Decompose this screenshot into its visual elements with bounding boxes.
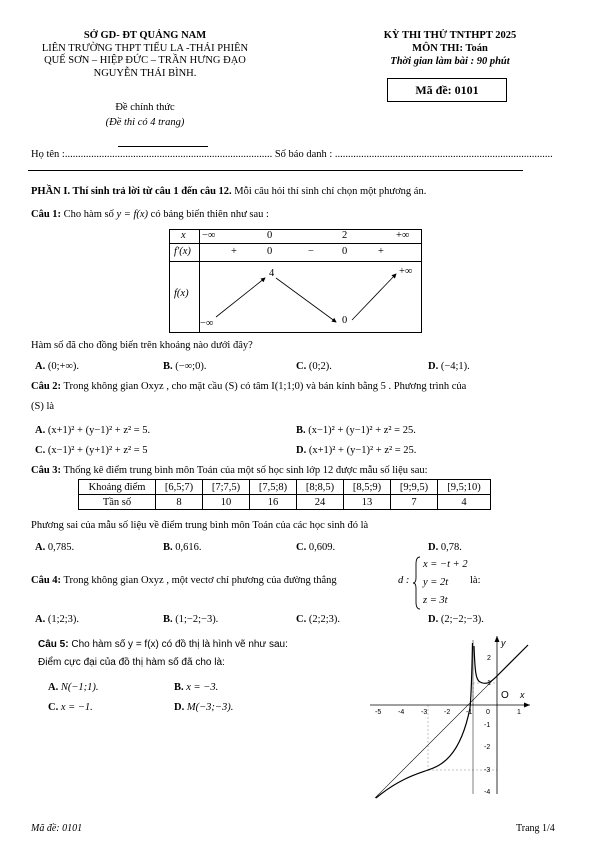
q4-option-a-letter: A. <box>35 614 46 625</box>
q2-option-c-text: (x−1)² + (y+1)² + z² = 5 <box>47 445 148 456</box>
vt-x-neg-inf: −∞ <box>202 230 216 241</box>
q4-d-label: d : <box>398 575 410 586</box>
q5-option-c[interactable] <box>48 702 93 713</box>
pages-note: (Đề thi có 4 trang) <box>105 117 185 128</box>
q1-option-c-letter: C. <box>296 361 307 372</box>
q3-head-0: Khoảng điểm <box>79 480 156 495</box>
q3-count-row <box>79 495 491 510</box>
q2-option-a-text: (x+1)² + (y−1)² + z² = 5. <box>47 425 151 436</box>
q3-header-row <box>79 480 491 495</box>
q4-text: Trong không gian Oxyz , một vectơ chỉ phương của đường thẳng <box>61 575 337 586</box>
q5-option-c-letter: C. <box>48 702 59 713</box>
q3-head-1: [6,5;7) <box>156 480 203 495</box>
q4-option-b-letter: B. <box>163 614 173 625</box>
variation-table <box>169 229 422 333</box>
q3-head-5: [8,5;9) <box>344 480 391 495</box>
q3-stem <box>31 465 428 476</box>
vt-fprime-4: 0 <box>342 246 348 257</box>
vt-f-4: 4 <box>269 268 275 279</box>
q3-count-3: 16 <box>250 495 297 510</box>
q4-option-c-text: (2;2;3). <box>308 614 341 625</box>
vt-arrows <box>170 230 421 332</box>
q3-head-6: [9;9,5) <box>391 480 438 495</box>
q4-option-a[interactable] <box>35 614 79 625</box>
q2-line1: Trong không gian Oxyz , cho mặt cầu (S) có tâm I(1;1;0) và bán kính bằng 5 . Phương trình của <box>61 381 467 392</box>
q3-option-a-letter: A. <box>35 542 46 553</box>
vt-fprime-1: + <box>231 246 237 257</box>
q5-origin-label: O <box>501 690 509 701</box>
q5-y-label: y <box>501 638 506 648</box>
vt-f-label: f(x) <box>174 288 189 299</box>
vt-fprime-2: 0 <box>267 246 273 257</box>
q4-option-a-text: (1;2;3). <box>47 614 80 625</box>
id-label: Số báo danh : <box>274 149 333 160</box>
q5-graph <box>360 628 540 800</box>
q3-option-b-text: 0,616. <box>175 542 202 553</box>
vt-fprime-3: − <box>308 246 314 257</box>
header-divider <box>118 146 208 147</box>
q1-option-c[interactable] <box>296 361 332 372</box>
q2-label: Câu 2: <box>31 381 62 392</box>
name-dots: ............................................................................... <box>64 149 273 160</box>
q5-option-d-letter: D. <box>174 702 185 713</box>
q1-label: Câu 1: <box>31 209 62 220</box>
header-line-4: NGUYỄN THÁI BÌNH. <box>93 67 197 79</box>
vt-fprime-5: + <box>378 246 384 257</box>
q3-option-a[interactable] <box>35 542 74 553</box>
q2-option-d-text: (x+1)² + (y−1)² + z² = 25. <box>308 445 417 456</box>
id-dots: ................................................................................... <box>334 149 553 160</box>
q4-option-d-text: (2;−2;−3). <box>440 614 484 625</box>
q5-xtick-0: 0 <box>486 709 490 716</box>
q5-y-arrow <box>495 636 500 642</box>
q3-count-6: 7 <box>391 495 438 510</box>
q3-frequency-table <box>78 479 491 510</box>
q5-option-a-text: N(−1;1). <box>60 682 99 693</box>
official-label: Đề chính thức <box>115 102 175 113</box>
q5-x-arrow <box>524 703 530 708</box>
q2-option-c-letter: C. <box>35 445 46 456</box>
q4-stem <box>31 575 337 586</box>
q3-head-4: [8;8,5) <box>297 480 344 495</box>
q2-option-a-letter: A. <box>35 425 46 436</box>
q1-option-d-letter: D. <box>428 361 439 372</box>
q4-label: Câu 4: <box>31 575 62 586</box>
q5-xtick-m5: -5 <box>375 709 382 716</box>
q1-option-a-letter: A. <box>35 361 46 372</box>
q3-option-d-letter: D. <box>428 542 439 553</box>
q5-option-d[interactable] <box>174 702 233 713</box>
q2-option-b[interactable] <box>296 425 416 436</box>
q3-row-label: Tần số <box>79 495 156 510</box>
q5-ytick-m4: -4 <box>484 789 491 796</box>
q5-text: Cho hàm số y = f(x) có đồ thị là hình vẽ như sau: <box>68 639 288 650</box>
q5-ytick-m3: -3 <box>484 767 491 774</box>
q4-eq-2: y = 2t <box>423 577 449 588</box>
q5-xtick-m3: -3 <box>421 709 428 716</box>
q3-label: Câu 3: <box>31 465 62 476</box>
part1-title: PHẦN I. Thí sinh trả lời từ câu 1 đến câu 12. <box>31 186 232 197</box>
q5-curve-left <box>376 643 473 798</box>
vt-x-2: 2 <box>342 230 348 241</box>
part1-heading <box>31 186 426 197</box>
q5-question: Điểm cực đại của đồ thị hàm số đã cho là: <box>38 657 225 668</box>
q2-line2: (S) là <box>31 401 55 412</box>
q4-option-b[interactable] <box>163 614 218 625</box>
q1-stem <box>31 209 269 220</box>
q5-option-a[interactable] <box>48 682 99 693</box>
q1-option-c-text: (0;2). <box>308 361 332 372</box>
q2-option-c[interactable] <box>35 445 148 456</box>
info-divider <box>28 170 523 171</box>
q5-ytick-1: 1 <box>487 680 491 687</box>
q2-option-d[interactable] <box>296 445 416 456</box>
q3-option-b[interactable] <box>163 542 202 553</box>
q3-option-a-text: 0,785. <box>47 542 75 553</box>
q1-option-a-text: (0;+∞). <box>47 361 80 372</box>
q5-x-label: x <box>520 690 525 700</box>
vt-arrow-up-2 <box>352 274 396 320</box>
q3-count-4: 24 <box>297 495 344 510</box>
q5-option-b-text: x = −3. <box>186 682 219 693</box>
exam-code-box: Mã đề: 0101 <box>387 78 507 102</box>
q2-option-a[interactable] <box>35 425 150 436</box>
q2-option-b-text: (x−1)² + (y−1)² + z² = 25. <box>308 425 416 436</box>
vt-fprime-label: f′(x) <box>174 246 191 257</box>
vt-f-0: 0 <box>342 315 348 326</box>
q2-option-b-letter: B. <box>296 425 306 436</box>
q3-head-7: [9,5;10) <box>438 480 491 495</box>
q3-question: Phương sai của mẫu số liệu về điểm trung bình môn Toán của các học sinh đó là <box>31 520 369 531</box>
student-info <box>31 149 553 160</box>
q5-xtick-1: 1 <box>517 709 521 716</box>
q2-option-d-letter: D. <box>296 445 307 456</box>
q5-xtick-m2: -2 <box>444 709 451 716</box>
q4-option-d[interactable] <box>428 614 484 625</box>
q4-option-d-letter: D. <box>428 614 439 625</box>
q5-option-a-letter: A. <box>48 682 59 693</box>
q5-ytick-2: 2 <box>487 655 491 662</box>
q3-text: Thống kê điểm trung bình môn Toán của một số học sinh lớp 12 được mẫu số liệu sau: <box>61 465 428 476</box>
q3-count-2: 10 <box>203 495 250 510</box>
q3-head-2: [7;7,5) <box>203 480 250 495</box>
vt-arrow-down <box>276 278 336 322</box>
q4-eq-3: z = 3t <box>423 595 448 606</box>
q4-option-b-text: (1;−2;−3). <box>175 614 219 625</box>
q1-option-b-letter: B. <box>163 361 173 372</box>
header-line-1: SỞ GD- ĐT QUẢNG NAM <box>83 30 207 41</box>
q3-option-c-letter: C. <box>296 542 307 553</box>
q5-curve-right <box>474 645 528 683</box>
q1-text-a: Cho hàm số <box>61 209 117 220</box>
q3-option-d-text: 0,78. <box>440 542 462 553</box>
subject: MÔN THI: Toán <box>412 43 488 54</box>
q3-count-1: 8 <box>156 495 203 510</box>
q3-option-c-text: 0,609. <box>308 542 336 553</box>
q1-question: Hàm số đã cho đồng biến trên khoảng nào dưới đây? <box>31 340 253 351</box>
q4-option-c[interactable] <box>296 614 340 625</box>
q2-stem <box>31 381 466 392</box>
header-line-2: LIÊN TRƯỜNG THPT TIỂU LA -THÁI PHIÊN <box>41 42 249 54</box>
q5-ytick-m1: -1 <box>484 722 491 729</box>
q5-option-d-text: M(−3;−3). <box>186 702 234 713</box>
q1-option-a[interactable] <box>35 361 79 372</box>
q4-brace <box>413 556 421 610</box>
q4-tail: là: <box>470 575 481 586</box>
q5-option-b[interactable] <box>174 682 218 693</box>
vt-f-neg-inf: −∞ <box>200 318 214 329</box>
name-label: Họ tên : <box>31 149 65 160</box>
vt-x-pos-inf: +∞ <box>396 230 410 241</box>
q5-ytick-m2: -2 <box>484 744 491 751</box>
q3-count-7: 4 <box>438 495 491 510</box>
q3-option-b-letter: B. <box>163 542 173 553</box>
q5-label: Câu 5: <box>38 639 69 650</box>
q4-eq-1: x = −t + 2 <box>423 559 468 570</box>
school-header <box>20 30 270 80</box>
exam-title: KỲ THI THỬ TNTHPT 2025 <box>383 30 517 41</box>
q4-option-c-letter: C. <box>296 614 307 625</box>
q5-option-b-letter: B. <box>174 682 184 693</box>
vt-f-pos-inf: +∞ <box>399 266 413 277</box>
vt-arrow-up-1 <box>216 278 265 317</box>
footer-page: Trang 1/4 <box>516 823 555 834</box>
q3-option-d[interactable] <box>428 542 462 553</box>
q3-head-3: [7,5;8) <box>250 480 297 495</box>
q1-option-b-text: (−∞;0). <box>175 361 207 372</box>
exam-time: Thời gian làm bài : 90 phút <box>390 56 510 67</box>
q5-option-c-text: x = −1. <box>60 702 93 713</box>
vt-x-0: 0 <box>267 230 273 241</box>
q5-xtick-m1: -1 <box>466 709 473 716</box>
q5-xtick-m4: -4 <box>398 709 405 716</box>
q1-func: y = f(x) <box>116 209 149 220</box>
q1-option-d[interactable] <box>428 361 470 372</box>
header-line-3: QUẾ SƠN – HIỆP ĐỨC – TRẦN HƯNG ĐẠO <box>44 55 246 66</box>
q1-option-d-text: (−4;1). <box>440 361 470 372</box>
part1-rest: Mỗi câu hỏi thí sinh chỉ chọn một phương án. <box>231 186 427 197</box>
q3-option-c[interactable] <box>296 542 335 553</box>
q5-stem <box>38 639 288 650</box>
q3-count-5: 13 <box>344 495 391 510</box>
footer-code: Mã đề: 0101 <box>31 823 83 834</box>
vt-x-label: x <box>181 230 186 241</box>
q4-system <box>423 556 468 610</box>
q1-option-b[interactable] <box>163 361 206 372</box>
q1-text-b: có bảng biến thiên như sau : <box>148 209 269 220</box>
